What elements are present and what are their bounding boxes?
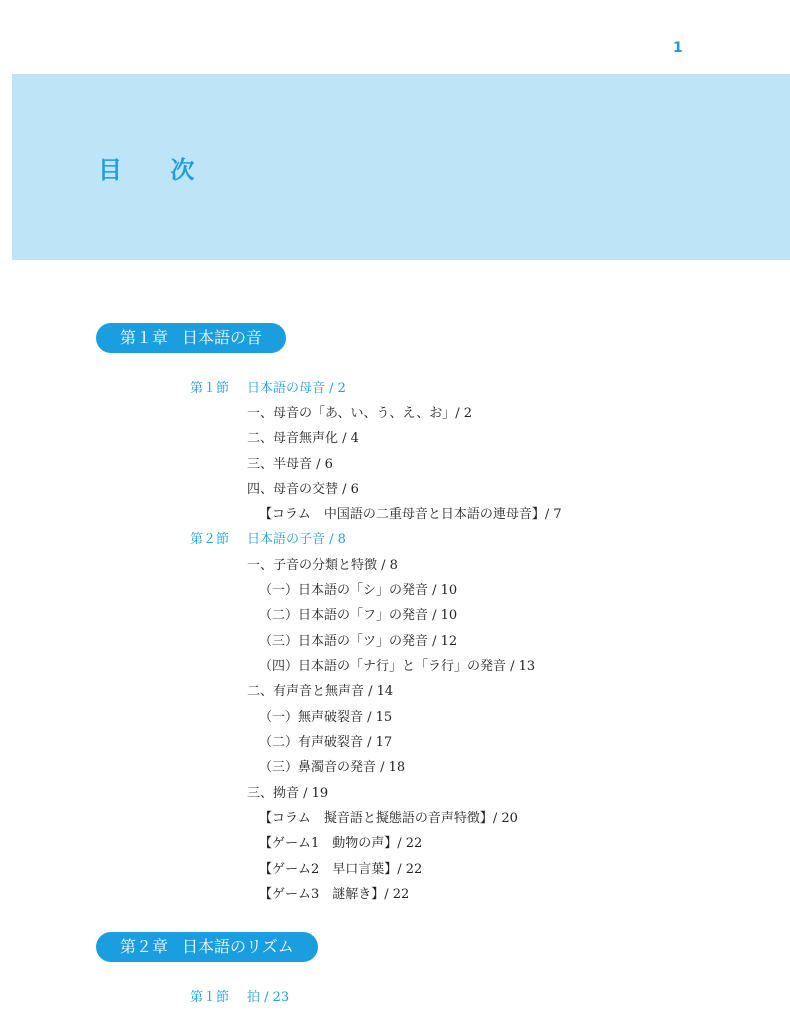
- toc-subentry[interactable]: （三）日本語の「ツ」の発音 / 12: [259, 634, 458, 649]
- toc-entry[interactable]: 四、母音の交替 / 6: [247, 482, 359, 497]
- toc-section[interactable]: [190, 989, 289, 1006]
- chapter-heading-2[interactable]: [96, 932, 318, 962]
- toc-entry[interactable]: 三、拗音 / 19: [247, 786, 329, 801]
- section-label: 第２節: [190, 532, 230, 547]
- toc-entry[interactable]: 一、子音の分類と特徴 / 8: [247, 558, 398, 573]
- chapter-title: 日本語の音: [182, 328, 263, 347]
- toc-column-entry[interactable]: 【コラム 擬音語と擬態語の音声特徴】/ 20: [259, 811, 518, 826]
- toc-entry[interactable]: 二、有声音と無声音 / 14: [247, 684, 394, 699]
- section-title: 拍 / 23: [247, 990, 290, 1005]
- toc-subentry[interactable]: （一）無声破裂音 / 15: [259, 710, 393, 725]
- toc-subentry[interactable]: （二）日本語の「フ」の発音 / 10: [259, 608, 458, 623]
- toc-section[interactable]: [190, 380, 346, 397]
- toc-entry[interactable]: 三、半母音 / 6: [247, 457, 333, 472]
- section-title: 日本語の母音 / 2: [247, 381, 346, 396]
- toc-game-entry[interactable]: 【ゲーム1 動物の声】/ 22: [259, 836, 423, 851]
- toc-game-entry[interactable]: 【ゲーム2 早口言葉】/ 22: [259, 862, 423, 877]
- chapter-heading-1[interactable]: [96, 323, 286, 353]
- toc-section[interactable]: [190, 531, 346, 548]
- toc-entry[interactable]: 一、母音の「あ、い、う、え、お」/ 2: [247, 406, 473, 421]
- chapter-title: 日本語のリズム: [182, 937, 294, 956]
- section-label: 第１節: [190, 990, 230, 1005]
- title-band: [12, 74, 790, 260]
- toc-game-entry[interactable]: 【ゲーム3 謎解き】/ 22: [259, 887, 410, 902]
- toc-subentry[interactable]: （二）有声破裂音 / 17: [259, 735, 393, 750]
- chapter-label: 第１章: [120, 328, 169, 347]
- section-title: 日本語の子音 / 8: [247, 532, 346, 547]
- toc-subentry[interactable]: （四）日本語の「ナ行」と「ラ行」の発音 / 13: [259, 659, 536, 674]
- toc-entry[interactable]: 二、母音無声化 / 4: [247, 431, 359, 446]
- chapter-label: 第２章: [120, 937, 169, 956]
- toc-subentry[interactable]: （三）鼻濁音の発音 / 18: [259, 760, 406, 775]
- section-label: 第１節: [190, 381, 230, 396]
- toc-title: 目 次: [98, 156, 215, 184]
- toc-column-entry[interactable]: 【コラム 中国語の二重母音と日本語の連母音】/ 7: [259, 507, 562, 522]
- page-number: 1: [673, 40, 683, 56]
- toc-subentry[interactable]: （一）日本語の「シ」の発音 / 10: [259, 583, 458, 598]
